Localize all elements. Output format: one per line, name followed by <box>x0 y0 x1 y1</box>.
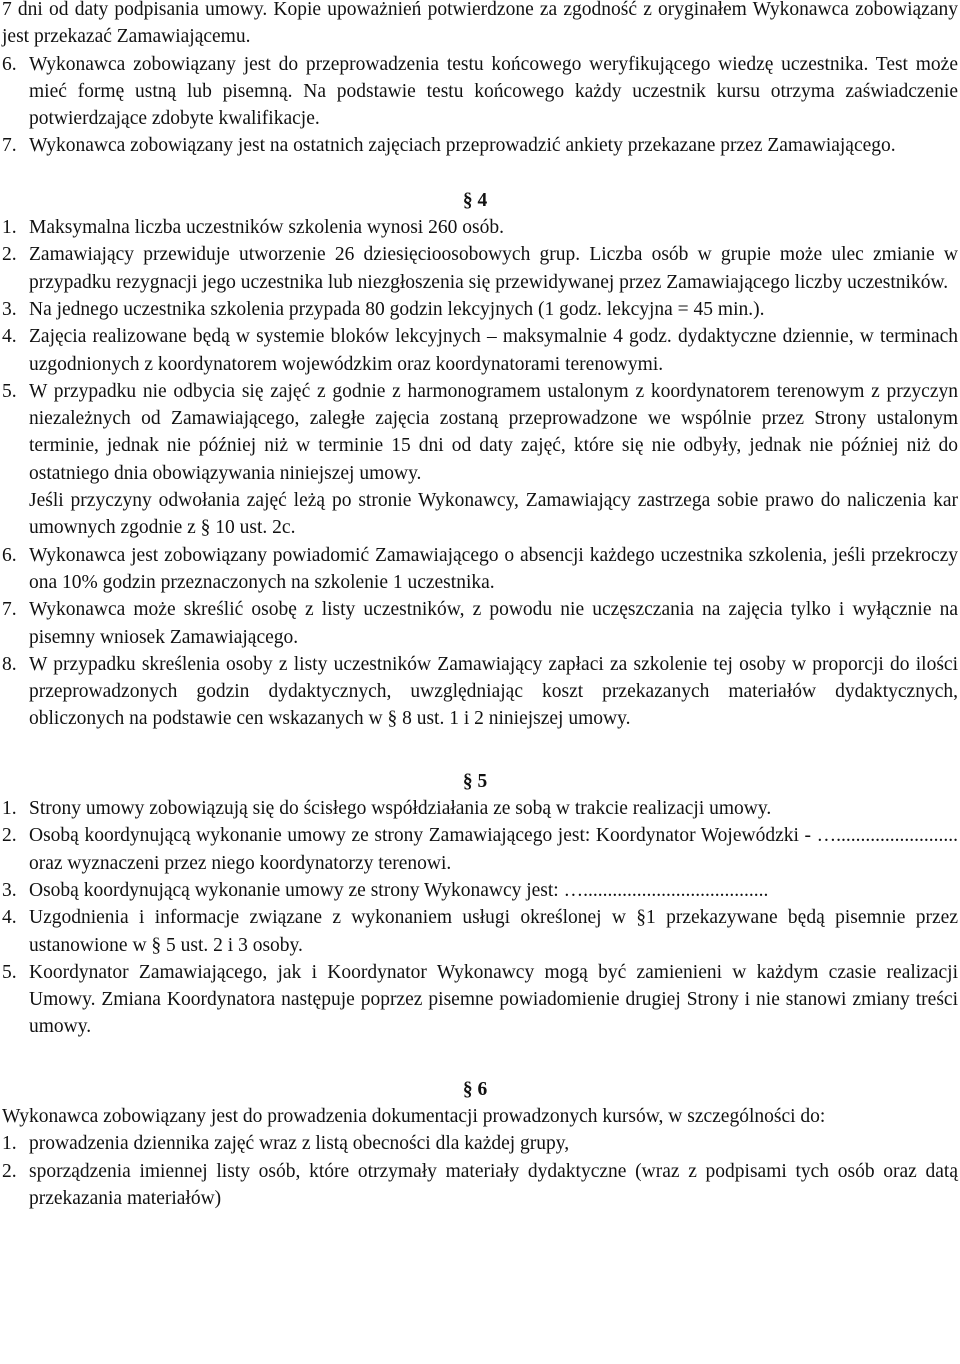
list-item <box>2 651 958 733</box>
list-item <box>2 323 958 378</box>
item-number: 2. <box>2 244 17 266</box>
list-item <box>2 296 958 323</box>
item-text: Wykonawca może skreślić osobę z listy uczestników, z powodu nie uczęszczania na zajęcia tylko i wyłącznie na pisemny wniosek Zamawiającego. <box>29 599 958 648</box>
item-text: W przypadku nie odbycia się zajęć z godnie z harmonogramem ustalonym z koordynatorem terenowym z przyczyn niezależnych od Zamawiającego, zaległe zajęcia zostaną przeprowadzone we wspólnie przez Strony ustalonym terminie, jednak nie później niż w terminie 15 dni od daty zajęć, które się nie odbyły, jednak nie później niż do ostatniego dnia obowiązywania niniejszej umowy. <box>29 380 958 484</box>
item-text: Wykonawca zobowiązany jest na ostatnich zajęciach przeprowadzić ankiety przekazane przez Zamawiającego. <box>29 135 896 157</box>
item-text: Zajęcia realizowane będą w systemie bloków lekcyjnych – maksymalnie 4 godz. dydaktyczne dziennie, w terminach uzgodnionych z koordynatorem wojewódzkim oraz koordynatorami terenowymi. <box>29 326 958 375</box>
item-number <box>2 487 29 542</box>
list-item <box>2 1130 958 1157</box>
section-heading-4: § 4 <box>462 189 488 211</box>
item-number: 4. <box>2 907 17 929</box>
item-text: Wykonawca jest zobowiązany powiadomić Zamawiającego o absencji każdego uczestnika szkolenia, jeśli przekroczy ona 10% godzin przeznaczonych na szkolenie 1 uczestnika. <box>29 544 958 593</box>
item-text: Na jednego uczestnika szkolenia przypada 80 godzin lekcyjnych (1 godz. lekcyjna = 45 min.). <box>29 298 765 320</box>
item-text: prowadzenia dziennika zajęć wraz z listą obecności dla każdej grupy, <box>29 1133 570 1155</box>
item-text: W przypadku skreślenia osoby z listy uczestników Zamawiający zapłaci za szkolenie tej osoby w proporcji do ilości przeprowadzonych godzin dydaktycznych, uwzględniając koszt przekazanych materiałów dydaktycznych, obliczonych na podstawie cen wskazanych w § 8 ust. 1 i 2 niniejszej umowy. <box>29 653 958 730</box>
item-number: 1. <box>2 1133 17 1155</box>
section-heading-5: § 5 <box>462 770 488 792</box>
list-item <box>2 596 958 651</box>
section-intro: Wykonawca zobowiązany jest do prowadzenia dokumentacji prowadzonych kursów, w szczególności do: <box>2 1105 826 1127</box>
list-item <box>2 1158 958 1213</box>
item-number: 2. <box>2 825 17 847</box>
list-item <box>2 795 958 822</box>
item-number: 3. <box>2 298 17 320</box>
item-text: Maksymalna liczba uczestników szkolenia wynosi 260 osób. <box>29 217 504 239</box>
item-text: Osobą koordynującą wykonanie umowy ze strony Zamawiającego jest: Koordynator Wojewódzki - …......................... oraz wyznaczeni przez niego koordynatorzy terenowi. <box>29 825 958 874</box>
section-heading-6: § 6 <box>462 1078 488 1100</box>
item-number: 1. <box>2 217 17 239</box>
item-number: 6. <box>2 544 17 566</box>
item-number: 7. <box>2 135 17 157</box>
list-item <box>2 132 958 159</box>
item-number: 1. <box>2 798 17 820</box>
list-item <box>2 214 958 241</box>
list-item <box>2 959 958 1041</box>
list-item <box>2 487 958 542</box>
document-page <box>2 0 958 1212</box>
item-text: Uzgodnienia i informacje związane z wykonaniem usługi określonej w §1 przekazywane będą pisemnie przez ustanowione w § 5 ust. 2 i 3 osoby. <box>29 907 958 956</box>
item-number: 7. <box>2 599 17 621</box>
list-item <box>2 877 958 904</box>
list-item <box>2 378 958 487</box>
list-item <box>2 904 958 959</box>
item-number: 2. <box>2 1160 17 1182</box>
item-text: Zamawiający przewiduje utworzenie 26 dziesięcioosobowych grup. Liczba osób w grupie może ulec zmianie w przypadku rezygnacji jego uczestnika lub niezgłoszenia się przewidywanej przez Zamawiającego liczby uczestników. <box>29 244 958 293</box>
item-number: 5. <box>2 961 17 983</box>
list-item <box>2 822 958 877</box>
item-number: 8. <box>2 653 17 675</box>
list-item <box>2 51 958 133</box>
paragraph-continuation: 7 dni od daty podpisania umowy. Kopie upoważnień potwierdzone za zgodność z oryginałem Wykonawca zobowiązany jest przekazać Zamawiającemu. <box>2 0 958 48</box>
item-text: sporządzenia imiennej listy osób, które otrzymały materiały dydaktyczne (wraz z podpisami tych osób oraz datą przekazania materiałów) <box>29 1160 958 1209</box>
list-item <box>2 542 958 597</box>
item-text: Strony umowy zobowiązują się do ścisłego współdziałania ze sobą w trakcie realizacji umowy. <box>29 798 772 820</box>
item-number: 4. <box>2 326 17 348</box>
item-text: Jeśli przyczyny odwołania zajęć leżą po stronie Wykonawcy, Zamawiający zastrzega sobie prawo do naliczenia kar umownych zgodnie z § 10 ust. 2c. <box>29 490 958 539</box>
item-text: Osobą koordynującą wykonanie umowy ze strony Wykonawcy jest: …...................................... <box>29 879 769 901</box>
list-item <box>2 241 958 296</box>
item-text: Koordynator Zamawiającego, jak i Koordynator Wykonawcy mogą być zamienieni w każdym czasie realizacji Umowy. Zmiana Koordynatora następuje poprzez pisemne powiadomienie drugiej Strony i nie stanowi zmiany treści umowy. <box>29 961 958 1038</box>
item-number: 6. <box>2 53 17 75</box>
item-number: 5. <box>2 380 17 402</box>
item-text: Wykonawca zobowiązany jest do przeprowadzenia testu końcowego weryfikującego wiedzę uczestnika. Test może mieć formę ustną lub pisemną. Na podstawie testu końcowego każdy uczestnik kursu otrzyma zaświadczenie potwierdzające zdobyte kwalifikacje. <box>29 53 958 130</box>
item-number: 3. <box>2 879 17 901</box>
